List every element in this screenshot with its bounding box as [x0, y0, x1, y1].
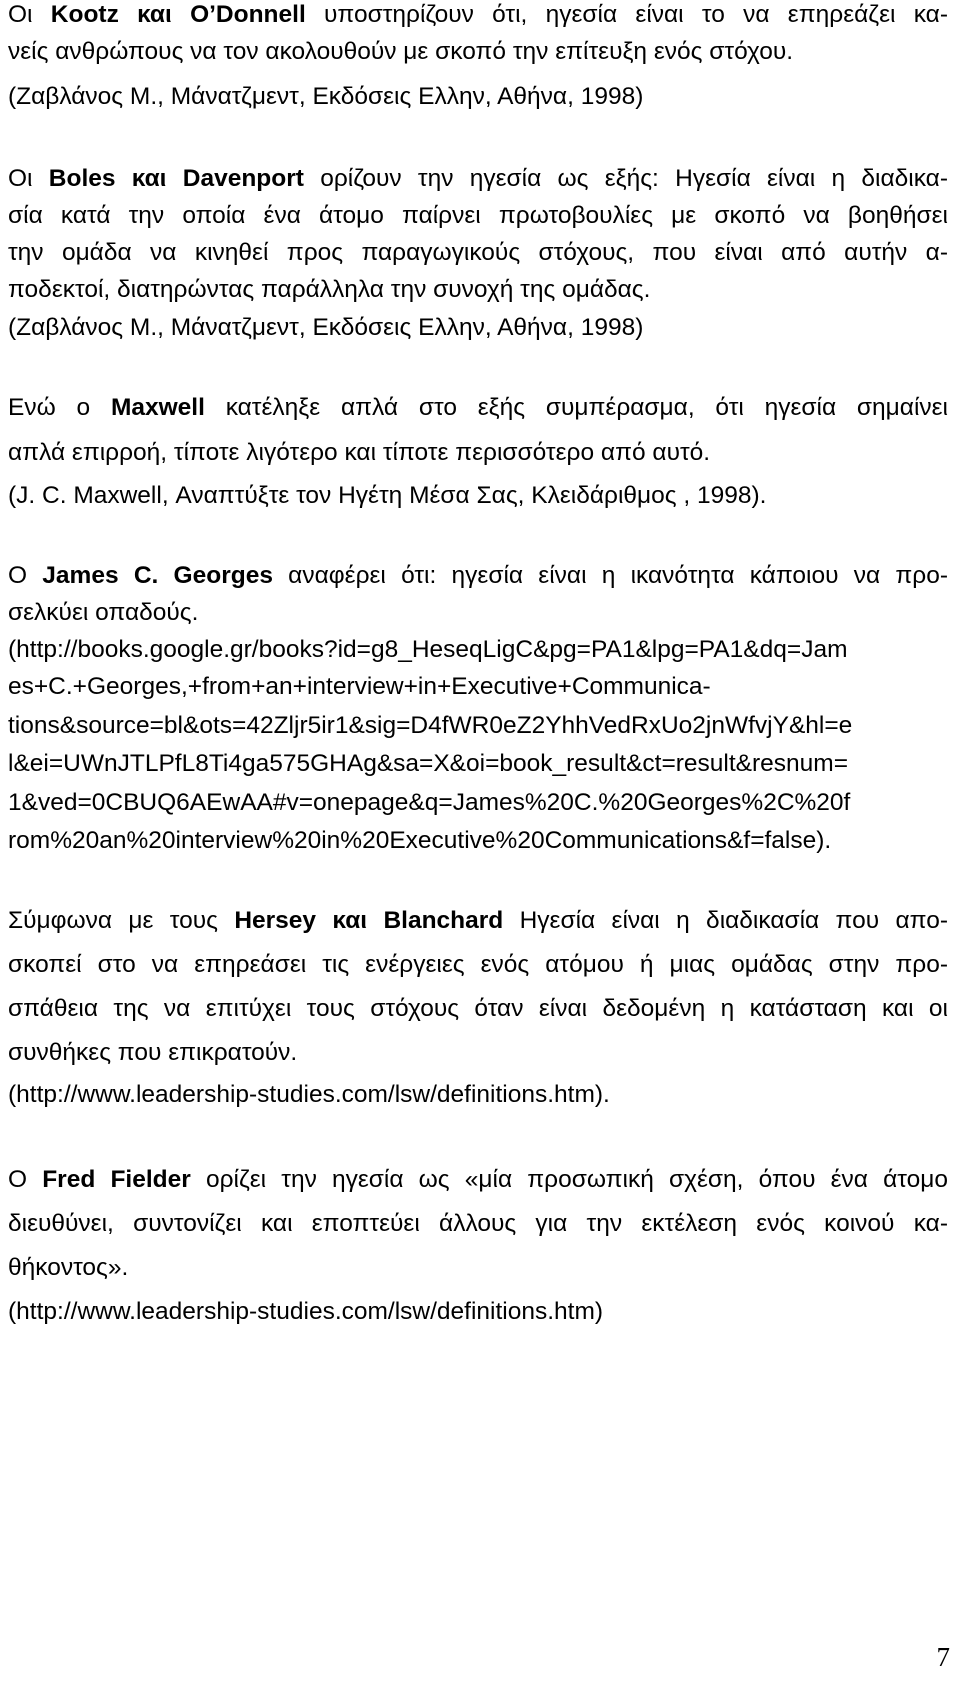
text-line: Οι Kootz και O’Donnell υποστηρίζουν ότι, ηγεσία είναι το να επηρεάζει κα- — [8, 1, 948, 28]
citation-url: (http://www.leadership-studies.com/lsw/definitions.htm). — [8, 1081, 610, 1108]
citation-url: (http://books.google.gr/books?id=g8_HeseqLigC&pg=PA1&lpg=PA1&dq=Jam — [8, 636, 848, 663]
citation-url: 1&ved=0CBUQ6AEwAA#v=onepage&q=James%20C.%20Georges%2C%20f — [8, 789, 851, 816]
author-names: Fred Fielder — [42, 1166, 191, 1193]
text-line: Σύμφωνα με τους Hersey και Blanchard Ηγεσία είναι η διαδικασία που απο- — [8, 907, 948, 934]
text-line: ποδεκτοί, διατηρώντας παράλληλα την συνοχή της ομάδας. — [8, 276, 651, 303]
citation: (Ζαβλάνος Μ., Μάνατζμεντ, Εκδόσεις Ελλην, Αθήνα, 1998) — [8, 314, 644, 341]
author-names: James C. Georges — [42, 562, 273, 589]
citation-url: es+C.+Georges,+from+an+interview+in+Executive+Communica- — [8, 673, 711, 700]
text-line: Οι Boles και Davenport ορίζουν την ηγεσία ως εξής: Ηγεσία είναι η διαδικα- — [8, 165, 948, 192]
author-names: Boles και Davenport — [48, 165, 304, 192]
citation-url: tions&source=bl&ots=42Zljr5ir1&sig=D4fWR0eZ2YhhVedRxUo2jnWfvjY&hl=e — [8, 712, 853, 739]
text-line: θήκοντος». — [8, 1254, 129, 1281]
author-names: Kootz και O’Donnell — [50, 1, 306, 28]
text-line: σία κατά την οποία ένα άτομο παίρνει πρωτοβουλίες με σκοπό να βοηθήσει — [8, 202, 948, 229]
citation-url: rom%20an%20interview%20in%20Executive%20Communications&f=false). — [8, 827, 832, 854]
text-line: Ενώ ο Maxwell κατέληξε απλά στο εξής συμπέρασμα, ότι ηγεσία σημαίνει — [8, 394, 949, 421]
citation: (J. C. Maxwell, Αναπτύξτε τον Ηγέτη Μέσα Σας, Κλειδάριθμος , 1998). — [8, 482, 767, 509]
text-line: σκοπεί στο να επηρεάσει τις ενέργειες ενός ατόμου ή μιας ομάδας στην προ- — [8, 951, 948, 978]
text-line: απλά επιρροή, τίποτε λιγότερο και τίποτε περισσότερο από αυτό. — [8, 439, 711, 466]
author-names: Maxwell — [110, 394, 205, 421]
citation: (Ζαβλάνος Μ., Μάνατζμεντ, Εκδόσεις Ελλην, Αθήνα, 1998) — [8, 83, 644, 110]
text-line: Ο James C. Georges αναφέρει ότι: ηγεσία είναι η ικανότητα κάποιου να προ- — [8, 562, 948, 589]
text-line: την ομάδα να κινηθεί προς παραγωγικούς στόχους, που είναι από αυτήν α- — [8, 239, 948, 266]
text-line: σπάθεια της να επιτύχει τους στόχους όταν είναι δεδομένη η κατάσταση και οι — [8, 995, 948, 1022]
text-line: Ο Fred Fielder ορίζει την ηγεσία ως «μία προσωπική σχέση, όπου ένα άτομο — [8, 1166, 948, 1193]
citation-url: (http://www.leadership-studies.com/lsw/definitions.htm) — [8, 1298, 604, 1325]
author-names: Hersey και Blanchard — [234, 907, 504, 934]
text-line: συνθήκες που επικρατούν. — [8, 1039, 298, 1066]
text-line: σελκύει οπαδούς. — [8, 599, 199, 626]
text-line: νείς ανθρώπους να τον ακολουθούν με σκοπό την επίτευξη ενός στόχου. — [8, 38, 794, 65]
text-line: διευθύνει, συντονίζει και εποπτεύει άλλους για την εκτέλεση ενός κοινού κα- — [8, 1210, 948, 1237]
citation-url: l&ei=UWnJTLPfL8Ti4ga575GHAg&sa=X&oi=book_result&ct=result&resnum= — [8, 750, 849, 777]
page-number: 7 — [936, 1642, 950, 1672]
